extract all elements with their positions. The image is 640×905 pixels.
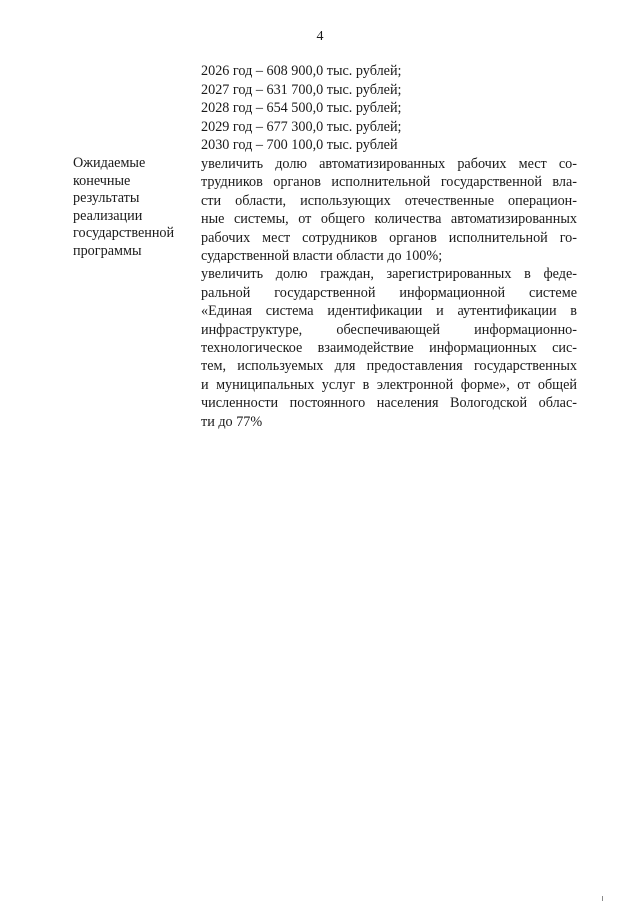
result-paragraph-citizens bbox=[201, 265, 577, 431]
expected-results-text bbox=[201, 155, 577, 431]
page-number: 4 bbox=[316, 29, 324, 44]
label-line: государственной bbox=[73, 225, 175, 242]
paragraph-line: численности постоянного населения Вологодской облас- bbox=[201, 395, 577, 412]
paragraph-line: увеличить долю автоматизированных рабочих мест со- bbox=[201, 156, 577, 172]
paragraph-line: инфраструктуре, обеспечивающей информационно- bbox=[201, 321, 577, 338]
funding-line-2030: 2030 год – 700 100,0 тыс. рублей bbox=[201, 137, 398, 154]
paragraph-line: «Единая система идентификации и аутентификации в bbox=[201, 303, 577, 320]
funding-line-2026: 2026 год – 608 900,0 тыс. рублей; bbox=[201, 63, 402, 79]
funding-line-2029: 2029 год – 677 300,0 тыс. рублей; bbox=[201, 118, 402, 135]
paragraph-line: и муниципальных услуг в электронной форме», от общей bbox=[201, 376, 577, 393]
label-line: Ожидаемые bbox=[73, 155, 146, 171]
paragraph-line: сти области, использующих отечественные операцион- bbox=[201, 192, 577, 209]
paragraph-line: ные системы, от общего количества автоматизированных bbox=[201, 211, 577, 228]
label-line: конечные bbox=[73, 172, 131, 189]
paragraph-line: рабочих мест сотрудников органов исполнительной го- bbox=[201, 229, 577, 246]
funding-by-year-list bbox=[201, 62, 581, 155]
label-line: результаты bbox=[73, 190, 140, 207]
paragraph-line: ти до 77% bbox=[201, 413, 263, 430]
label-line: программы bbox=[73, 242, 142, 259]
paragraph-line: технологическое взаимодействие информационных сис- bbox=[201, 340, 577, 357]
paragraph-line: ральной государственной информационной системе bbox=[201, 284, 577, 301]
expected-results-label bbox=[73, 155, 191, 261]
paragraph-line: трудников органов исполнительной государственной вла- bbox=[201, 174, 577, 191]
scan-mark bbox=[602, 896, 603, 901]
funding-line-2027: 2027 год – 631 700,0 тыс. рублей; bbox=[201, 81, 402, 98]
paragraph-line: увеличить долю граждан, зарегистрированных в феде- bbox=[201, 266, 577, 283]
funding-line-2028: 2028 год – 654 500,0 тыс. рублей; bbox=[201, 100, 402, 117]
result-paragraph-workstations bbox=[201, 155, 577, 265]
label-line: реализации bbox=[73, 207, 143, 224]
paragraph-line: сударственной власти области до 100%; bbox=[201, 248, 443, 265]
paragraph-line: тем, используемых для предоставления государственных bbox=[201, 358, 577, 375]
